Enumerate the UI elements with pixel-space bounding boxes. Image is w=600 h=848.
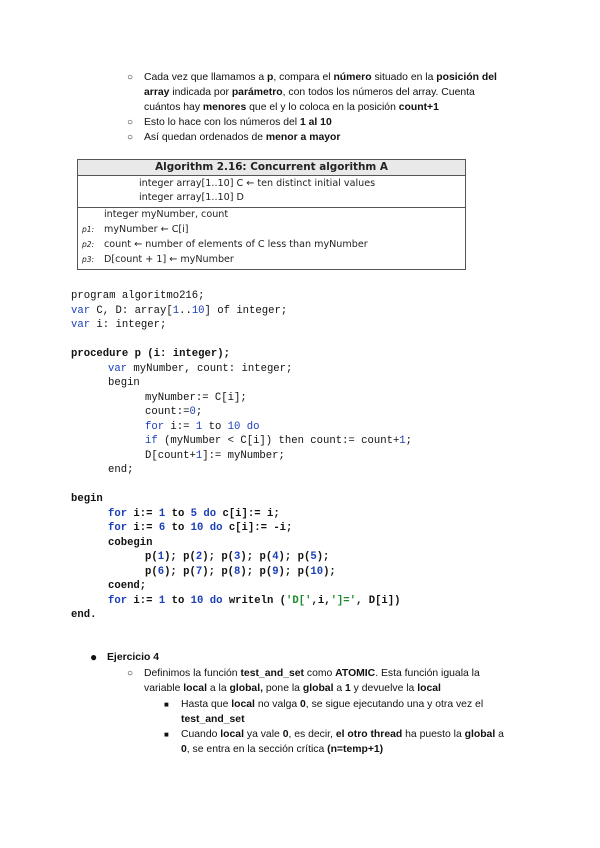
algorithm-line: D[count + 1] ← myNumber <box>104 254 234 265</box>
text-run: el otro thread <box>335 729 403 740</box>
call-argument: 1 <box>157 551 165 563</box>
text-run: local <box>417 683 441 694</box>
text-run: pone la <box>262 683 303 694</box>
bullet-text <box>144 70 497 86</box>
text-run: menor a mayor <box>265 132 341 143</box>
code-line: begin <box>71 493 103 505</box>
call-argument: 9 <box>272 566 279 578</box>
section-heading: Ejercicio 4 <box>107 652 159 663</box>
text-run: , compara el <box>273 72 334 83</box>
line-label: p2: <box>82 240 95 249</box>
text-run: Hasta que <box>181 699 232 710</box>
text-run: 1 al 10 <box>299 117 332 128</box>
line-label: p1: <box>82 225 95 234</box>
text-run: local <box>183 683 207 694</box>
bullet-text <box>144 85 475 101</box>
code-line: if (myNumber < C[i]) then count:= count+1; <box>145 435 413 447</box>
algorithm-box <box>77 159 466 270</box>
text-run: Cuando <box>181 729 221 740</box>
algorithm-line: count ← number of elements of C less than myNumber <box>104 239 368 250</box>
call-argument: 10 <box>310 566 324 578</box>
bullet-text <box>144 681 441 697</box>
text-run: menores <box>202 102 247 113</box>
text-run: parámetro <box>231 87 283 98</box>
code-line: end. <box>71 609 97 621</box>
text-run: count+1 <box>398 102 439 113</box>
call-argument: 7 <box>195 566 203 578</box>
code-line: for i:= 1 to 10 do <box>145 421 260 433</box>
code-line: for i:= 1 to 10 do writeln ('D[',i,']=', D[i]) <box>108 595 401 607</box>
code-line: cobegin <box>108 537 153 549</box>
call-argument: 8 <box>234 566 241 578</box>
call-argument: 3 <box>234 551 241 563</box>
text-run: Así quedan ordenados de <box>144 132 266 143</box>
bullet-text <box>144 115 332 131</box>
code-line: for i:= 6 to 10 do c[i]:= -i; <box>108 522 293 534</box>
text-run: número <box>333 72 372 83</box>
text-run: , se entra en la sección crítica <box>186 744 328 755</box>
text-run: a <box>495 729 504 740</box>
circle-bullet-icon: ○ <box>127 72 134 83</box>
square-bullet-icon: ■ <box>164 700 169 709</box>
algorithm-title: Algorithm 2.16: Concurrent algorithm A <box>78 160 465 176</box>
code-line-calls: p(1); p(2); p(3); p(4); p(5); <box>145 551 330 563</box>
circle-bullet-icon: ○ <box>127 132 134 143</box>
text-run: Definimos la función <box>144 668 241 679</box>
code-line: var myNumber, count: integer; <box>108 363 293 375</box>
bullet-text <box>144 100 439 116</box>
text-run: 0 <box>282 729 289 740</box>
text-run: que el y lo coloca en la posición <box>246 102 399 113</box>
code-line: D[count+1]:= myNumber; <box>145 450 285 462</box>
text-run: , es decir, <box>288 729 336 740</box>
text-run: Cada vez que llamamos a <box>144 72 268 83</box>
code-line: coend; <box>108 580 147 592</box>
text-run: test_and_set <box>240 668 304 679</box>
text-run: (n=temp+1) <box>327 744 384 755</box>
text-run: global <box>464 729 496 740</box>
text-run: local <box>220 729 244 740</box>
text-run: ATOMIC <box>335 668 376 679</box>
code-line: begin <box>108 377 140 389</box>
algorithm-declaration: integer array[1..10] D <box>139 192 244 203</box>
code-line: myNumber:= C[i]; <box>145 392 247 404</box>
bullet-text <box>144 130 340 146</box>
code-line: var C, D: array[1..10] of integer; <box>71 305 288 317</box>
text-run: variable <box>144 683 184 694</box>
text-run: y devuelve la <box>350 683 418 694</box>
text-run: array <box>144 87 170 98</box>
text-run: p <box>267 72 274 83</box>
text-run: a <box>333 683 346 694</box>
text-run: , con todos los números del array. Cuenta <box>282 87 475 98</box>
text-run: 0 <box>181 744 187 755</box>
code-line: count:=0; <box>145 406 203 418</box>
text-run: como <box>303 668 336 679</box>
text-run: a la <box>206 683 230 694</box>
call-argument: 5 <box>310 551 317 563</box>
algorithm-line: myNumber ← C[i] <box>104 224 189 235</box>
call-argument: 4 <box>272 551 279 563</box>
algorithm-declaration: integer array[1..10] C ← ten distinct initial values <box>139 178 376 189</box>
text-run: ya vale <box>243 729 283 740</box>
code-line: procedure p (i: integer); <box>71 348 230 360</box>
circle-bullet-icon: ○ <box>127 117 134 128</box>
text-run: , se sigue ejecutando una y otra vez el <box>305 699 484 710</box>
bullet-text <box>181 697 483 713</box>
bullet-text <box>181 712 245 728</box>
code-line: program algoritmo216; <box>71 290 205 302</box>
code-line: end; <box>108 464 134 476</box>
text-run: cuántos hay <box>144 102 203 113</box>
bullet-text <box>144 666 480 682</box>
text-run: test_and_set <box>181 714 245 725</box>
bullet-text <box>181 742 383 758</box>
text-run: no valga <box>254 699 301 710</box>
text-run: . Esta función iguala la <box>375 668 480 679</box>
text-run: posición del <box>436 72 497 83</box>
code-line: var i: integer; <box>71 319 167 331</box>
text-run: 0 <box>300 699 306 710</box>
text-run: local <box>231 699 255 710</box>
text-run: 1 <box>345 683 351 694</box>
call-argument: 6 <box>157 566 165 578</box>
code-line-calls: p(6); p(7); p(8); p(9); p(10); <box>145 566 336 578</box>
algorithm-local-decl: integer myNumber, count <box>104 209 229 220</box>
square-bullet-icon: ■ <box>164 730 169 739</box>
text-run: global <box>302 683 334 694</box>
circle-bullet-icon: ○ <box>127 668 134 679</box>
text-run: global, <box>229 683 263 694</box>
bullet-text <box>181 727 504 743</box>
text-run: Esto lo hace con los números del <box>144 117 300 128</box>
code-line: for i:= 1 to 5 do c[i]:= i; <box>108 508 280 520</box>
text-run: ha puesto la <box>402 729 465 740</box>
call-argument: 2 <box>195 551 203 563</box>
line-label: p3: <box>82 255 95 264</box>
text-run: situado en la <box>371 72 437 83</box>
disc-bullet-icon: ● <box>90 650 98 664</box>
text-run: indicada por <box>169 87 232 98</box>
